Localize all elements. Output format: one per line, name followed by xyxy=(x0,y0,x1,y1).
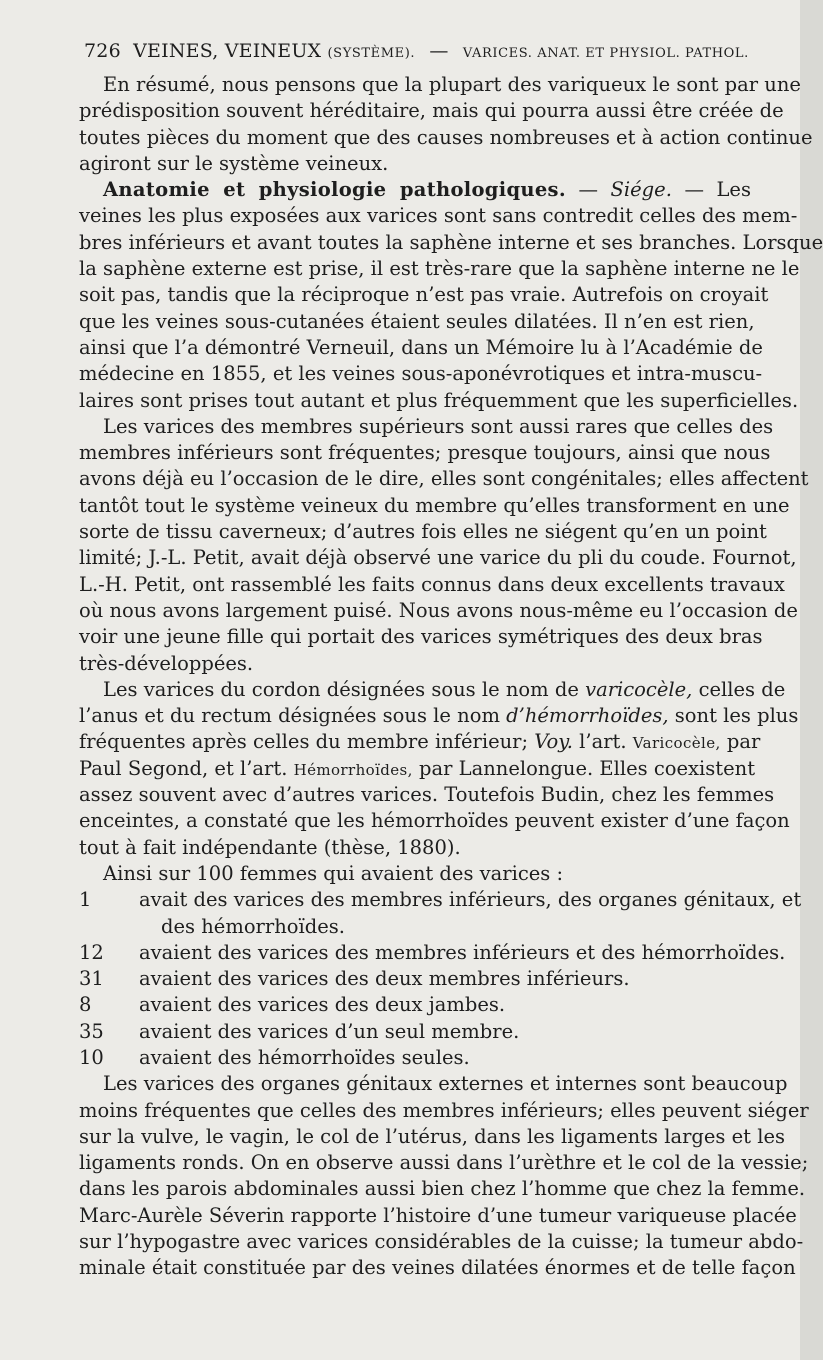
text-line: très-développées. xyxy=(79,651,254,675)
italic-term: varicocèle, xyxy=(585,677,693,701)
list-text: avaient des varices d’un seul membre. xyxy=(139,1019,520,1043)
text-line xyxy=(79,729,761,755)
list-number: 10 xyxy=(79,1045,104,1069)
text-line: assez souvent avec d’autres varices. Toutefois Budin, chez les femmes xyxy=(79,783,775,807)
text-line: veines les plus exposées aux varices sont sans contredit celles des mem- xyxy=(79,204,798,228)
list-text: avaient des varices des deux membres inférieurs. xyxy=(139,967,630,991)
text-run: celles de xyxy=(698,677,786,701)
text-line: avons déjà eu l’occasion de le dire, elles sont congénitales; elles affectent xyxy=(79,467,809,491)
text-line: la saphène externe est prise, il est très-rare que la saphène interne ne le xyxy=(79,257,800,281)
text-line xyxy=(79,703,799,729)
text-line: tantôt tout le système veineux du membre qu’elles transforment en une xyxy=(79,493,790,517)
text-run: par xyxy=(726,730,761,754)
subheading: Siége. xyxy=(610,178,672,202)
text-line: Les varices des organes génitaux externes et internes sont beaucoup xyxy=(103,1072,788,1096)
list-item xyxy=(79,1045,751,1071)
italic-term: Voy. xyxy=(534,730,573,754)
list-number: 31 xyxy=(79,967,104,991)
list-text: avaient des varices des deux jambes. xyxy=(139,993,506,1017)
list-item xyxy=(79,940,786,966)
text-line: où nous avons largement puisé. Nous avons nous-même eu l’occasion de xyxy=(79,598,798,622)
text-line: voir une jeune fille qui portait des varices symétriques des deux bras xyxy=(79,625,763,649)
page-number: 726 xyxy=(84,40,121,62)
cross-reference: Varicocèle, xyxy=(632,734,721,753)
list-number: 8 xyxy=(79,993,92,1017)
text-line xyxy=(79,677,786,703)
list-text: avait des varices des membres inférieurs, des organes génitaux, et xyxy=(139,888,802,912)
text-line: ainsi que l’a démontré Verneuil, dans un Mémoire lu à l’Académie de xyxy=(79,335,763,359)
text-line: membres inférieurs sont fréquentes; presque toujours, ainsi que nous xyxy=(79,441,771,465)
text-line: dans les parois abdominales aussi bien chez l’homme que chez la femme. xyxy=(79,1177,806,1201)
list-intro: Ainsi sur 100 femmes qui avaient des varices : xyxy=(103,861,564,885)
text-line: tout à fait indépendante (thèse, 1880). xyxy=(79,835,461,859)
heading-tail: — Les xyxy=(684,178,751,202)
text-line xyxy=(79,756,756,782)
list-item xyxy=(79,1019,751,1045)
text-line: ligaments ronds. On en observe aussi dans l’urèthre et le col de la vessie; xyxy=(79,1151,809,1175)
section-heading: Anatomie et physiologie pathologiques. xyxy=(103,178,566,202)
text-line: agiront sur le système veineux. xyxy=(79,151,389,175)
body-text xyxy=(79,72,823,1282)
text-line: moins fréquentes que celles des membres inférieurs; elles peuvent siéger xyxy=(79,1098,809,1122)
text-line: sorte de tissu caverneux; d’autres fois elles ne siégent qu’en un point xyxy=(79,520,767,544)
list-number: 1 xyxy=(79,888,92,912)
text-run: Paul Segond, et l’art. xyxy=(79,756,288,780)
text-line: Les varices des membres supérieurs sont aussi rares que celles des xyxy=(103,414,774,438)
text-line: laires sont prises tout autant et plus fréquemment que les superficielles. xyxy=(79,388,799,412)
italic-term: d’hémorrhoïdes, xyxy=(506,704,669,728)
header-title: VEINES, VEINEUX xyxy=(133,40,322,62)
text-run: par Lannelongue. Elles coexistent xyxy=(419,756,756,780)
section-heading-line xyxy=(79,177,751,203)
list-item xyxy=(79,992,751,1018)
text-run: fréquentes après celles du membre inférieur; xyxy=(79,730,529,754)
text-line: minale était constituée par des veines dilatées énormes et de telle façon xyxy=(79,1256,796,1280)
text-run: Les varices du cordon désignées sous le nom de xyxy=(103,677,579,701)
header-dash: — xyxy=(429,40,449,62)
text-run: sont les plus xyxy=(674,704,799,728)
text-line: sur l’hypogastre avec varices considérables de la cuisse; la tumeur abdo- xyxy=(79,1230,804,1254)
list-number: 12 xyxy=(79,940,104,964)
header-section: VARICES. ANAT. ET PHYSIOL. PATHOL. xyxy=(462,46,749,61)
text-line: enceintes, a constaté que les hémorrhoïdes peuvent exister d’une façon xyxy=(79,809,790,833)
running-header xyxy=(84,38,764,64)
text-line: bres inférieurs et avant toutes la saphène interne et ses branches. Lorsque xyxy=(79,230,823,254)
heading-dash: — xyxy=(578,178,598,202)
list-item xyxy=(79,887,802,913)
list-item-continuation: des hémorrhoïdes. xyxy=(161,914,345,938)
text-line: prédisposition souvent héréditaire, mais qui pourra aussi être créée de xyxy=(79,99,784,123)
text-line: En résumé, nous pensons que la plupart des variqueux le sont par une xyxy=(103,73,801,96)
text-line: sur la vulve, le vagin, le col de l’utérus, dans les ligaments larges et les xyxy=(79,1124,785,1148)
text-line: L.-H. Petit, ont rassemblé les faits connus dans deux excellents travaux xyxy=(79,572,785,596)
text-line: que les veines sous-cutanées étaient seules dilatées. Il n’en est rien, xyxy=(79,309,755,333)
text-run: l’anus et du rectum désignées sous le nom xyxy=(79,704,500,728)
text-run: l’art. xyxy=(579,730,627,754)
list-item xyxy=(79,966,751,992)
text-line: soit pas, tandis que la réciproque n’est pas vraie. Autrefois on croyait xyxy=(79,283,769,307)
text-line: limité; J.-L. Petit, avait déjà observé une varice du pli du coude. Fournot, xyxy=(79,546,797,570)
text-line: Marc-Aurèle Séverin rapporte l’histoire d’une tumeur variqueuse placée xyxy=(79,1203,797,1227)
list-text: avaient des varices des membres inférieurs et des hémorrhoïdes. xyxy=(139,940,786,964)
text-line: médecine en 1855, et les veines sous-aponévrotiques et intra-muscu- xyxy=(79,362,763,386)
list-number: 35 xyxy=(79,1019,104,1043)
text-line: toutes pièces du moment que des causes nombreuses et à action continue xyxy=(79,125,813,149)
list-text: avaient des hémorrhoïdes seules. xyxy=(139,1045,470,1069)
header-subtitle: (SYSTÈME). xyxy=(327,46,416,61)
cross-reference: Hémorrhoïdes, xyxy=(293,760,413,779)
